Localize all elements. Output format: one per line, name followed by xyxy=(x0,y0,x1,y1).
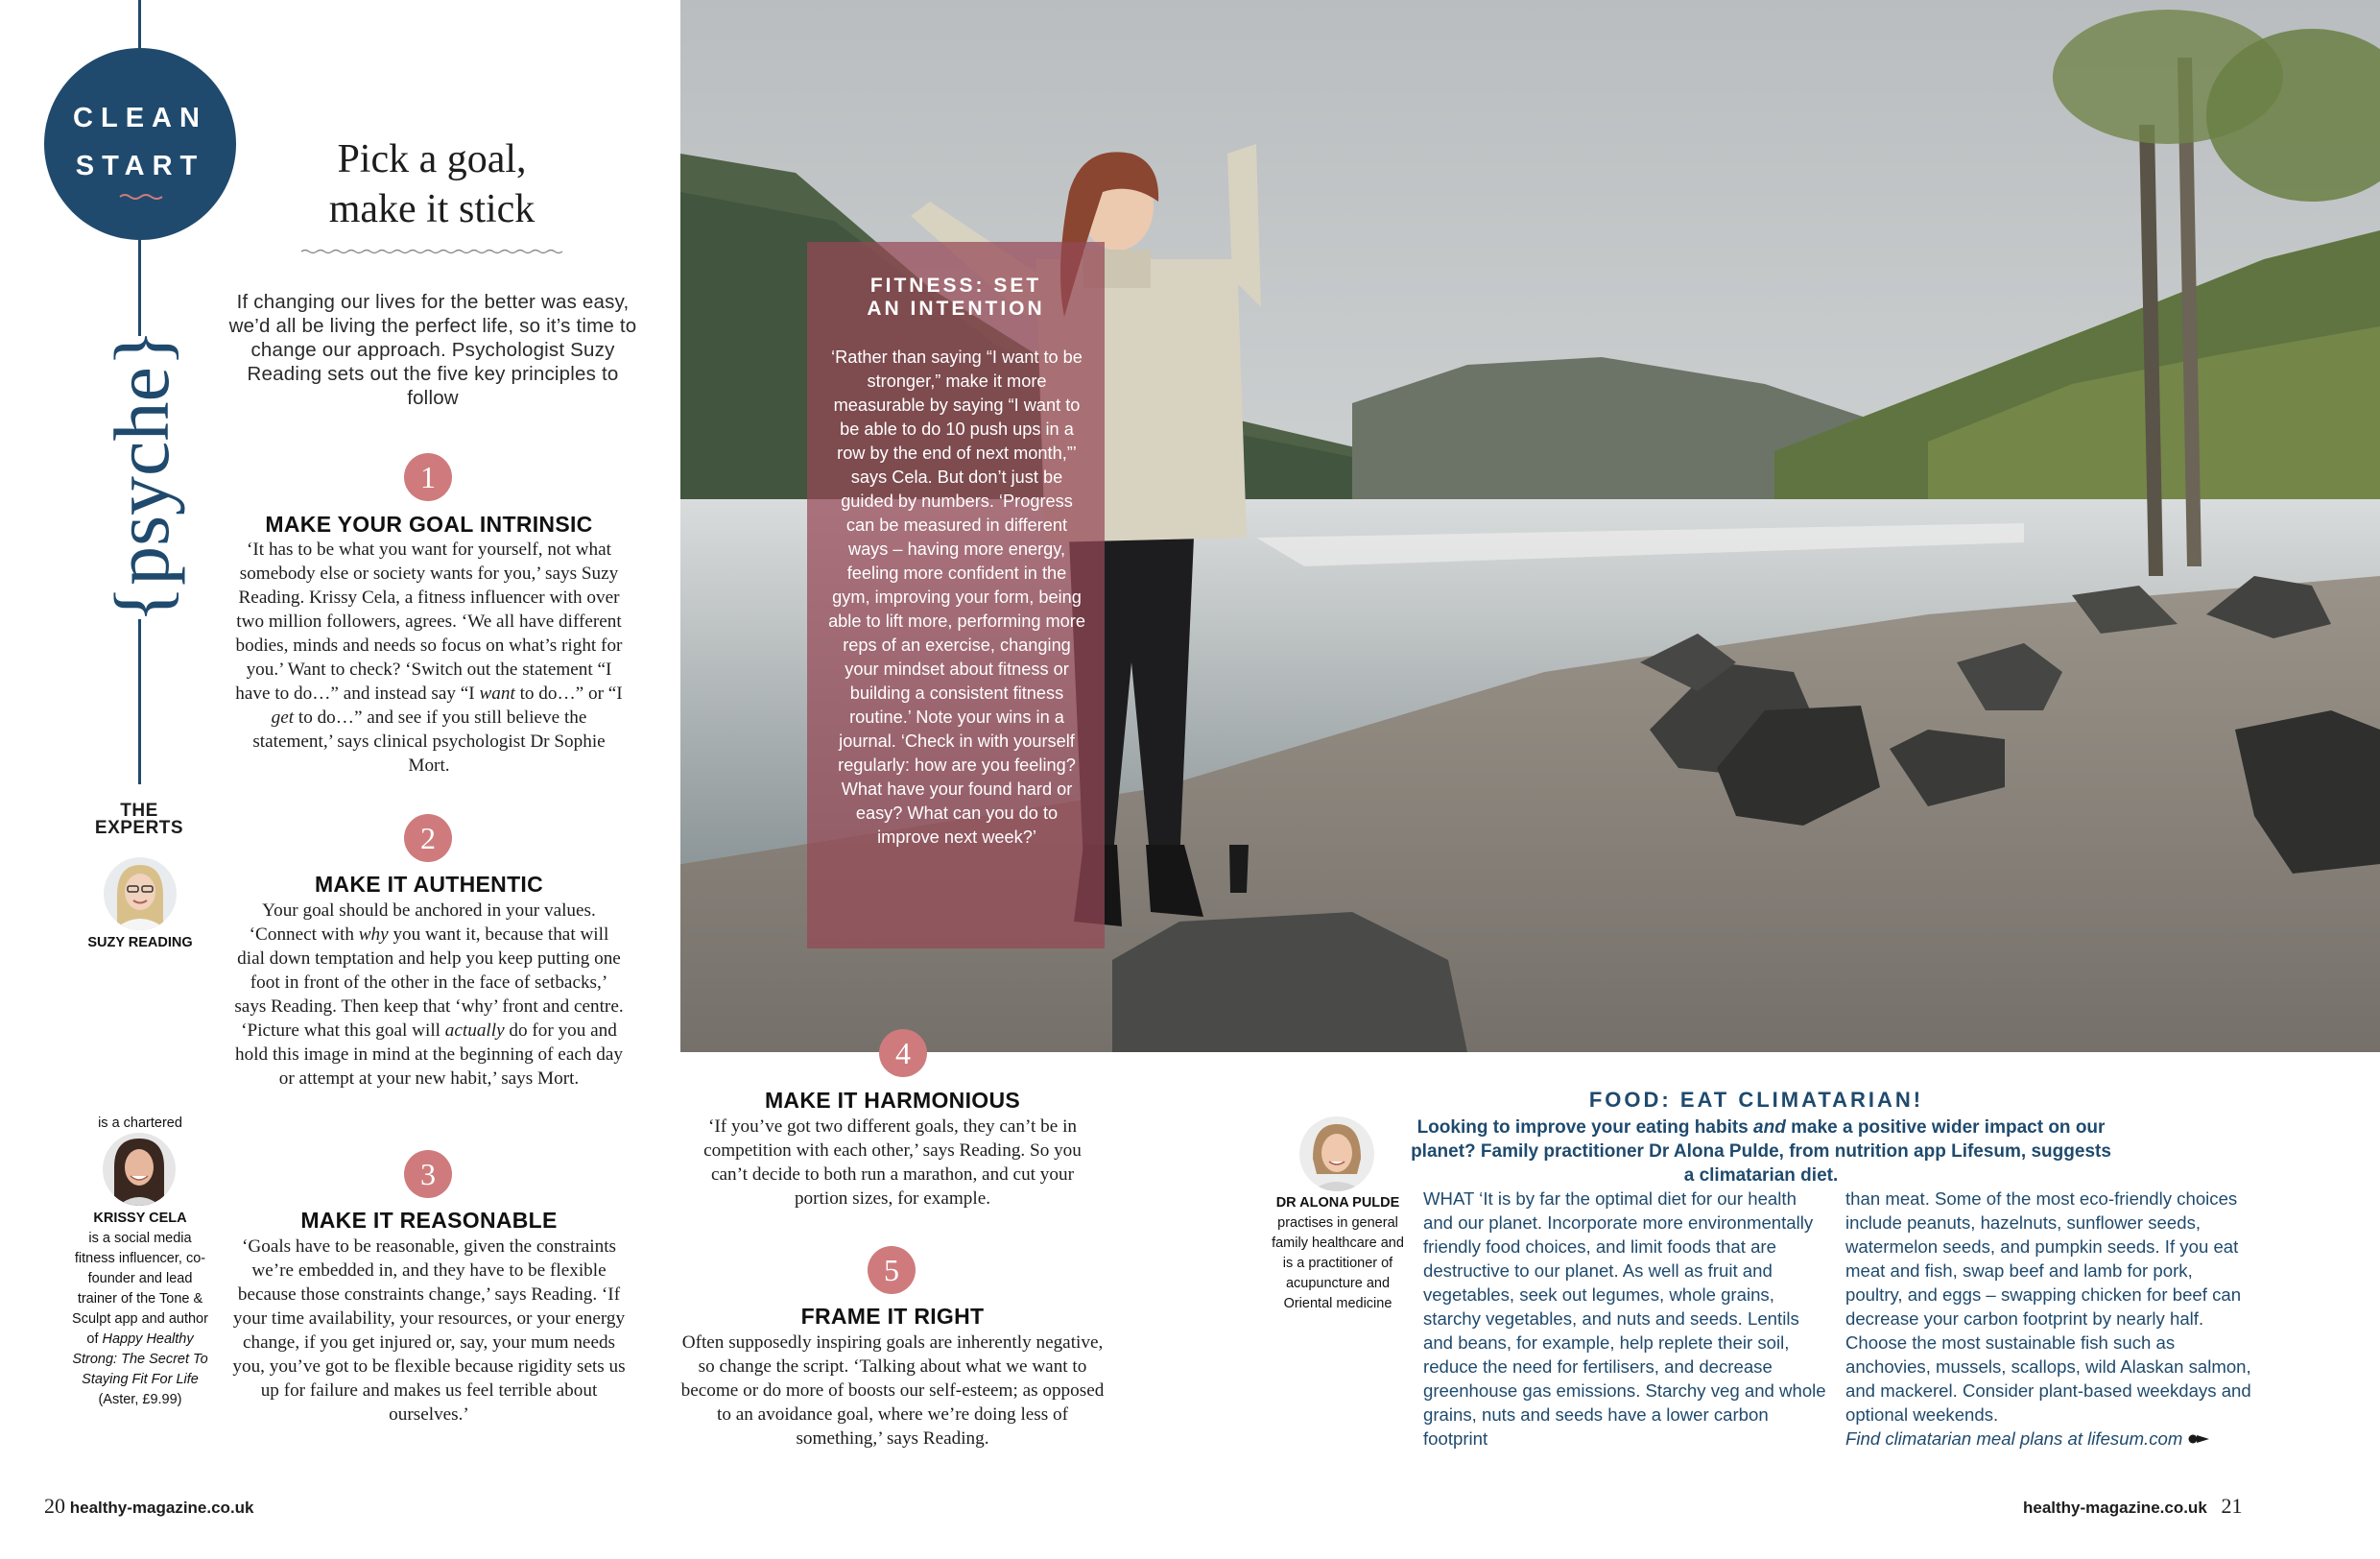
vertical-rule-middle xyxy=(138,240,141,336)
principle-number-2: 2 xyxy=(404,814,452,862)
fitness-heading xyxy=(807,275,1105,321)
food-column-2-text: than meat. Some of the most eco-friendly choices include peanuts, hazelnuts, sunflower seeds, watermelon seeds, and pumpkin seeds. If you eat meat and fish, swap beef and lamb for pork, poultry, and eggs – swapping chicken for beef can decrease your carbon footprint by nearly half. Choose the most sustainable fish such as anchovies, mussels, scallops, wild Alaskan salmon, and mackerel. Consider plant-based weekdays and optional weekends. xyxy=(1845,1188,2251,1425)
food-heading: FOOD: EAT CLIMATARIAN! xyxy=(1588,1088,1924,1112)
food-column-1: WHAT ‘It is by far the optimal diet for our health and our planet. Incorporate more environmentally friendly food choices, and limit foods that are destructive to our planet. As well as fruit and vegetables, seek out legumes, whole grains, starchy vegetables, and nuts and seeds. Lentils and beans, for example, help replete their soil, reduce the need for fertilisers, and decrease greenhouse gas emissions. Starchy veg and whole grains, nuts and seeds have a lower carbon footprint xyxy=(1423,1188,1826,1449)
food-link[interactable]: Find climatarian meal plans at lifesum.com xyxy=(1845,1428,2183,1449)
fitness-body: ‘Rather than saying “I want to be stronger,” make it more measurable by saying “I want to be able to do 10 push ups in a row by the end of next month,”’ says Cela. But don’t just be guided by numbers. ‘Progress can be measured in different ways – having more energy, feeling more confident in the gym, improving your form, being able to lift more, performing more reps of an exercise, changing your mindset about fitness or building a consistent fitness routine.’ Note your wins in a journal. ‘Check in with yourself regularly: how are you feeling? What have your found hard or easy? What can you do to improve next week?’ xyxy=(828,348,1085,847)
footer-right xyxy=(2023,1494,2243,1519)
principle-number-3: 3 xyxy=(404,1150,452,1198)
principle-body-5: Often supposedly inspiring goals are inherently negative, so change the script. ‘Talking about what we want to become or do more of boosts our self-esteem; as opposed to an avoidance goal, where we’re doing less of something,’ says Reading. xyxy=(680,1332,1105,1449)
title-line1: Pick a goal, xyxy=(337,137,527,181)
principle-heading-4: MAKE IT HARMONIOUS xyxy=(764,1088,1021,1113)
krissy-cela-caption xyxy=(67,1209,213,1410)
principle-body-3: ‘Goals have to be reasonable, given the constraints we’re embedded in, and they have to be flexible because those constraints change,’ says Reading. ‘If your time availability, your resources, or your energy change, if you get injured or, say, your mum needs you, you’ve got to be flexible because rigidity sets us up for failure and makes us feel terrible about ourselves.’ xyxy=(232,1236,626,1425)
fitness-heading-line2: AN INTENTION xyxy=(867,298,1045,320)
alona-pulde-bio: practises in general family healthcare and is a practitioner of acupuncture and Oriental medicine xyxy=(1272,1215,1404,1311)
badge-line2: START xyxy=(75,151,205,181)
experts-heading xyxy=(67,803,211,837)
principle-number-4: 4 xyxy=(879,1029,927,1077)
wave-icon xyxy=(119,193,163,201)
vertical-rule-top xyxy=(138,0,141,48)
principle-heading-2: MAKE IT AUTHENTIC xyxy=(314,872,544,897)
site-url-right: healthy-magazine.co.uk xyxy=(2023,1499,2207,1517)
title-line2: make it stick xyxy=(328,187,536,231)
alona-pulde-caption xyxy=(1272,1193,1404,1314)
clean-start-badge xyxy=(44,48,236,240)
krissy-cela-bio-2: (Aster, £9.99) xyxy=(98,1392,182,1407)
title-divider xyxy=(301,248,566,255)
principle-body-1: ‘It has to be what you want for yourself, not what somebody else or society wants for you,’ says Suzy Reading. Krissy Cela, a fitness influencer with over two million followers, agrees. ‘We all have different bodies, minds and needs so focus on what’s right for you.’ Want to check? ‘Switch out the statement “I have to do…” and instead say “I want to do…” or “I get to do…” and see if you still believe the statement,’ says clinical psychologist Dr Sophie Mort. xyxy=(235,540,623,776)
experts-heading-line1: THE xyxy=(120,801,158,821)
food-intro xyxy=(1411,1115,2111,1187)
principle-heading-1: MAKE YOUR GOAL INTRINSIC xyxy=(265,512,593,537)
suzy-reading-avatar xyxy=(104,857,177,930)
principle-heading-3: MAKE IT REASONABLE xyxy=(300,1208,558,1233)
alona-pulde-avatar xyxy=(1299,1116,1374,1191)
category-label xyxy=(46,328,238,624)
site-url-left: healthy-magazine.co.uk xyxy=(69,1499,254,1517)
footer-left xyxy=(44,1494,254,1519)
principle-number-1: 1 xyxy=(404,453,452,501)
suzy-reading-name: SUZY READING xyxy=(87,935,193,950)
food-column-2 xyxy=(1845,1187,2253,1451)
food-intro-part1: Looking to improve your eating habits xyxy=(1416,1117,1749,1138)
page-title xyxy=(230,134,633,234)
intro-paragraph: If changing our lives for the better was easy, we’d all be living the perfect life, so it’s time to change our approach. Psychologist Suzy Reading sets out the five key principles to follow xyxy=(228,291,637,409)
principle-heading-5: FRAME IT RIGHT xyxy=(800,1304,985,1329)
page-number-right: 21 xyxy=(2221,1494,2243,1518)
principle-body-4: ‘If you’ve got two different goals, they can’t be in competition with each other,’ says Reading. So you can’t decide to both run a marathon, and cut your portion sizes, for example. xyxy=(703,1116,1082,1209)
principle-body-2: Your goal should be anchored in your values. ‘Connect with why you want it, because that will dial down temptation and help you keep putting one foot in front of the other in the face of setbacks,’ says Reading. Then keep that ‘why’ front and centre. ‘Picture what this goal will actually do for you and hold this image in mind at the beginning of each day or attempt at your new habit,’ says Mort. xyxy=(234,900,624,1089)
arrow-icon xyxy=(2188,1432,2211,1446)
suzy-reading-caption xyxy=(67,933,213,953)
krissy-cela-book: Happy Healthy Strong: The Secret To Staying Fit For Life xyxy=(72,1331,208,1387)
krissy-cela-bio-1: is a social media fitness influencer, co-founder and lead trainer of the Tone & Sculpt app and author of xyxy=(72,1231,208,1347)
krissy-cela-name: KRISSY CELA xyxy=(93,1211,187,1226)
food-intro-and: and xyxy=(1753,1117,1786,1138)
alona-pulde-name: DR ALONA PULDE xyxy=(1275,1195,1400,1211)
food-intro-part2: make a positive wider impact on our planet? Family practitioner Dr Alona Pulde, from nutrition app Lifesum, suggests a climatarian diet. xyxy=(1411,1117,2111,1186)
krissy-pre-caption: is a chartered xyxy=(98,1115,182,1131)
badge-line1: CLEAN xyxy=(73,103,207,133)
page-number-left: 20 xyxy=(44,1494,65,1518)
vertical-rule-bottom xyxy=(138,619,141,784)
category-text: {psyche} xyxy=(98,328,185,624)
experts-heading-line2: EXPERTS xyxy=(94,818,184,838)
fitness-heading-line1: FITNESS: SET xyxy=(869,275,1042,297)
krissy-cela-avatar xyxy=(103,1133,176,1206)
principle-number-5: 5 xyxy=(868,1246,916,1294)
